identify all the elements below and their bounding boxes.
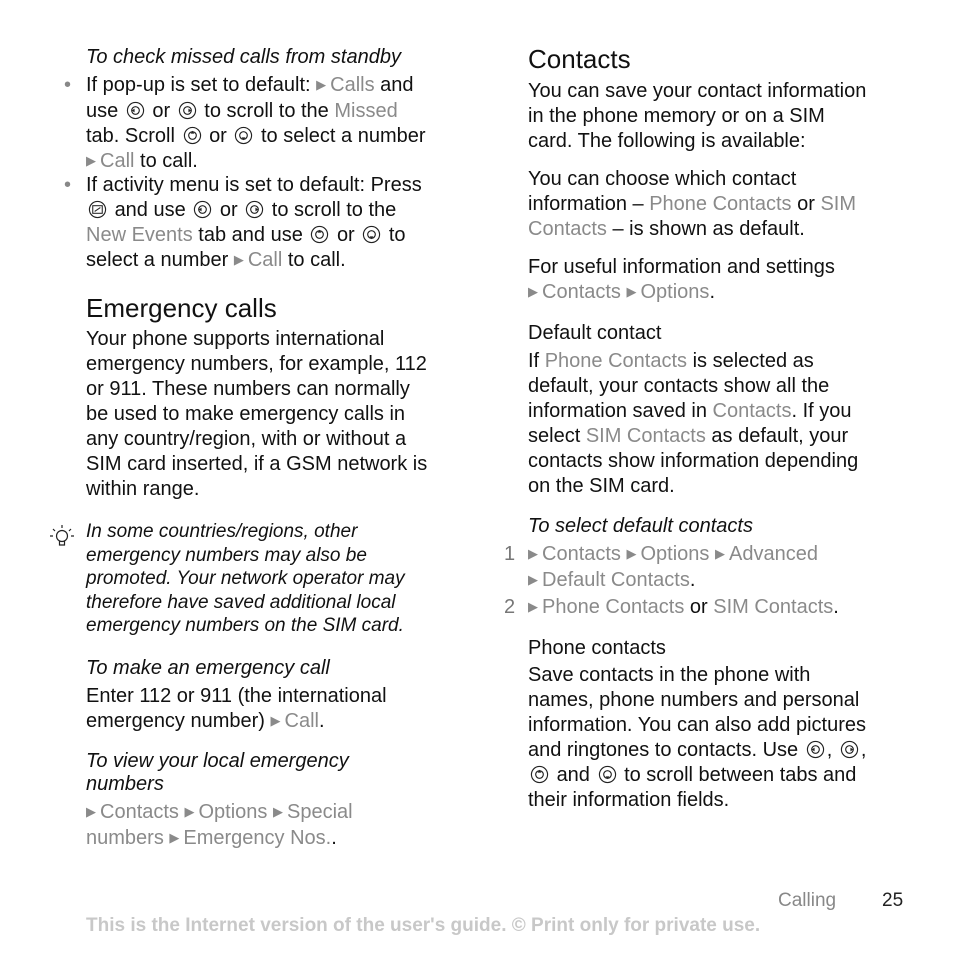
missed-calls-heading: To check missed calls from standby	[86, 46, 401, 68]
internet-version-notice: This is the Internet version of the user's guide. © Print only for private use.	[86, 915, 761, 936]
nav-left-icon	[806, 740, 825, 759]
view-emergency-heading: To view your local emergency numbers	[86, 750, 349, 795]
make-emergency-text: Enter 112 or 911 (the international emergency number) ▶ Call.	[86, 685, 387, 732]
activity-menu-key-icon	[88, 200, 107, 219]
missed-bullet-1: • If pop-up is set to default: ▶ Calls and use or to scroll to the Missed tab. Scroll or to select a number ▶ Call to call.	[64, 74, 426, 172]
bullet-dot: •	[64, 174, 72, 196]
select-step-1: 1 ▶ Contacts ▶ Options ▶ Advanced ▶ Default Contacts.	[504, 543, 818, 591]
nav-left-icon	[193, 200, 212, 219]
contacts-useful: For useful information and settings ▶ Contacts ▶ Options.	[528, 256, 835, 303]
contacts-intro: You can save your contact information in the phone memory or on a SIM card. The following is available:	[528, 80, 867, 152]
nav-up-icon	[310, 225, 329, 244]
nav-up-icon	[530, 765, 549, 784]
phone-contacts-heading: Phone contacts	[528, 637, 666, 659]
emergency-paragraph: Your phone supports international emergency numbers, for example, 112 or 911. These numbers can normally be used to make emergency calls in any country/region, with or without a SIM card inserted, if a GSM network is within range.	[86, 328, 428, 500]
view-emergency-path: ▶ Contacts ▶ Options ▶ Special numbers ▶ Emergency Nos..	[86, 801, 353, 849]
make-emergency-heading: To make an emergency call	[86, 657, 330, 679]
tip-lightbulb-icon	[48, 523, 76, 551]
emergency-calls-title: Emergency calls	[86, 293, 277, 323]
contacts-title: Contacts	[528, 44, 631, 74]
tip-note: In some countries/regions, other emergency numbers may also be promoted. Your network operator may therefore have saved additional local emergency numbers on the SIM card.	[86, 521, 405, 636]
nav-down-icon	[362, 225, 381, 244]
footer-section-name: Calling	[778, 890, 837, 911]
missed-bullet-2: • If activity menu is set to default: Press and use or to scroll to the New Events tab and use or to select a number ▶ Call to call.	[64, 174, 422, 271]
nav-up-icon	[183, 126, 202, 145]
select-default-heading: To select default contacts	[528, 515, 753, 537]
nav-down-icon	[234, 126, 253, 145]
default-contact-heading: Default contact	[528, 322, 662, 344]
select-step-2: 2 ▶ Phone Contacts or SIM Contacts.	[504, 596, 839, 618]
contacts-choose: You can choose which contact information – Phone Contacts or SIM Contacts – is shown as default.	[528, 168, 856, 240]
nav-right-icon	[840, 740, 859, 759]
bullet-dot: •	[64, 74, 72, 96]
nav-left-icon	[126, 101, 145, 120]
nav-right-icon	[178, 101, 197, 120]
page-number: 25	[882, 890, 904, 911]
nav-right-icon	[245, 200, 264, 219]
default-contact-paragraph: If Phone Contacts is selected as default, your contacts show all the information saved in Contacts. If you select SIM Contacts as default, your contacts show information depending on the SIM card.	[528, 350, 859, 497]
phone-contacts-paragraph: Save contacts in the phone with names, phone numbers and personal information. You can also add pictures and ringtones to contacts. Use , , and to scroll between tabs and their information fields.	[528, 664, 867, 811]
nav-down-icon	[598, 765, 617, 784]
